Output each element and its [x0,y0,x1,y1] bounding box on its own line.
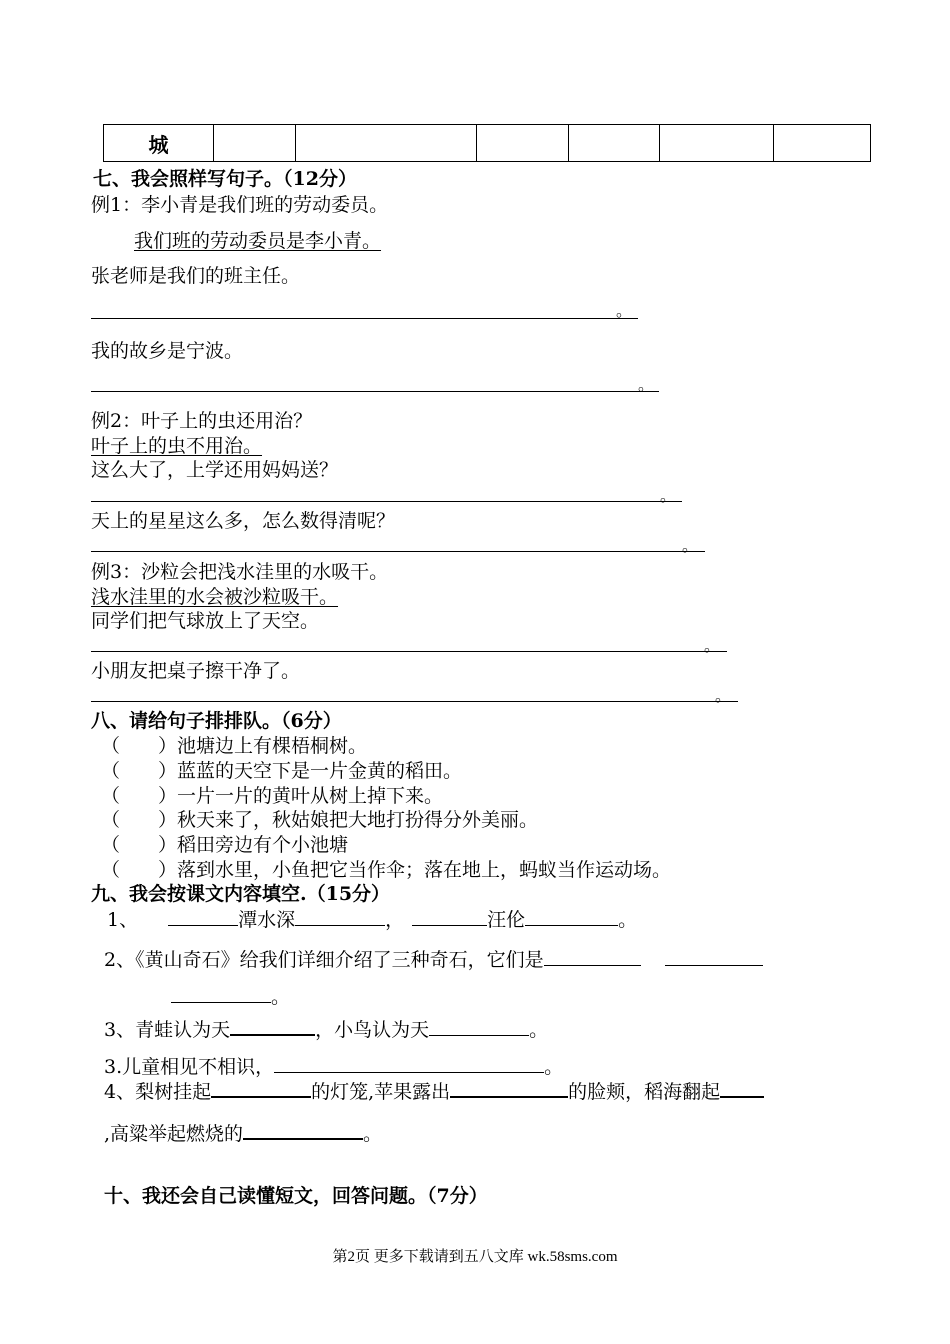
question-9-4-cont [104,1119,382,1146]
question-text: ，小鸟认为天 [315,1019,430,1041]
question-9-2-cont [171,982,290,1009]
example-2-answer: 叶子上的虫不用治。 [91,435,263,457]
question-7-6: 小朋友把桌子擦干净了。 [91,660,301,682]
table-cell [660,125,774,162]
answer-line-7-5[interactable] [91,651,727,652]
section-7-heading: 七、我会照样写句子。（12分） [93,168,357,190]
punctuation: ， [385,909,405,931]
fill-blank[interactable] [412,907,487,926]
fill-blank[interactable] [230,1016,315,1036]
example-1-answer: 我们班的劳动委员是李小青。 [134,230,382,252]
fill-blank[interactable] [429,1017,529,1036]
question-text: 2、《黄山奇石》给我们详细介绍了三种奇石，它们是 [104,949,544,971]
punctuation: 。 [529,1019,549,1041]
question-text: 潭水深 [238,909,296,931]
table-cell [214,125,296,162]
question-text: 汪伦 [487,909,526,931]
example-3-answer: 浅水洼里的水会被沙粒吸干。 [91,586,339,608]
question-text: ,高粱举起燃烧的 [104,1123,244,1145]
question-7-5: 同学们把气球放上了天空。 [91,610,320,632]
question-text: 3、青蛙认为天 [104,1019,231,1041]
punctuation: 。 [618,909,638,931]
question-9-3b [104,1052,563,1079]
order-item: （ ）秋天来了，秋姑娘把大地打扮得分外美丽。 [101,809,539,831]
fill-blank[interactable] [295,907,385,926]
table-cell [477,125,569,162]
fill-blank[interactable] [720,1078,764,1098]
question-9-1 [107,905,637,932]
question-text: 的灯笼,苹果露出 [311,1081,451,1103]
table-cell [296,125,477,162]
end-mark: 。 [660,486,677,505]
order-item: （ ）一片一片的黄叶从树上掉下来。 [101,785,444,807]
punctuation: 。 [544,1056,564,1078]
section-9-heading: 九、我会按课文内容填空.（15分） [91,883,391,905]
question-text: 3.儿童相见不相识， [104,1056,275,1078]
fill-blank[interactable] [171,984,271,1003]
question-9-2 [104,945,763,972]
fill-blank[interactable] [168,907,238,926]
section-8-heading: 八、请给句子排排队。（6分） [91,710,342,732]
question-text: 的脸颊，稻海翻起 [568,1081,721,1103]
question-text: 4、梨树挂起 [104,1081,212,1103]
answer-grid-table [103,124,871,162]
example-1-prompt: 例1：李小青是我们班的劳动委员。 [91,194,389,216]
question-9-3a [104,1015,548,1042]
end-mark: 。 [704,636,721,655]
example-2-prompt: 例2：叶子上的虫还用治？ [91,410,313,432]
end-mark: 。 [616,301,633,320]
question-7-3: 这么大了，上学还用妈妈送？ [91,459,339,481]
answer-line-7-6[interactable] [91,701,738,702]
answer-line-7-3[interactable] [91,501,682,502]
table-cell [774,125,871,162]
table-cell [569,125,660,162]
question-7-1: 张老师是我们的班主任。 [91,265,301,287]
table-cell-label: 城 [104,125,214,162]
order-item: （ ）落到水里，小鱼把它当作伞；落在地上，蚂蚁当作运动场。 [101,859,672,881]
order-item: （ ）稻田旁边有个小池塘 [101,834,349,856]
section-10-heading: 十、我还会自己读懂短文，回答问题。（7分） [104,1185,488,1207]
page-footer: 第2页 更多下载请到五八文库 wk.58sms.com [332,1249,618,1265]
end-mark: 。 [715,686,732,705]
punctuation: 。 [271,986,291,1008]
answer-line-7-1[interactable] [91,318,638,319]
order-item: （ ）池塘边上有棵梧桐树。 [101,735,368,757]
punctuation: 。 [363,1123,383,1145]
answer-line-7-4[interactable] [91,551,705,552]
fill-blank[interactable] [525,907,618,926]
fill-blank[interactable] [243,1120,363,1140]
question-number: 1、 [107,909,139,931]
question-9-4 [104,1077,764,1104]
question-7-4: 天上的星星这么多，怎么数得清呢？ [91,510,396,532]
answer-line-7-2[interactable] [91,391,659,392]
end-mark: 。 [638,375,655,394]
fill-blank[interactable] [665,947,763,966]
example-3-prompt: 例3：沙粒会把浅水洼里的水吸干。 [91,561,389,583]
fill-blank[interactable] [544,947,641,966]
question-7-2: 我的故乡是宁波。 [91,340,244,362]
order-item: （ ）蓝蓝的天空下是一片金黄的稻田。 [101,760,463,782]
fill-blank[interactable] [211,1078,311,1098]
fill-blank[interactable] [450,1078,568,1098]
fill-blank[interactable] [274,1054,544,1073]
end-mark: 。 [682,536,699,555]
